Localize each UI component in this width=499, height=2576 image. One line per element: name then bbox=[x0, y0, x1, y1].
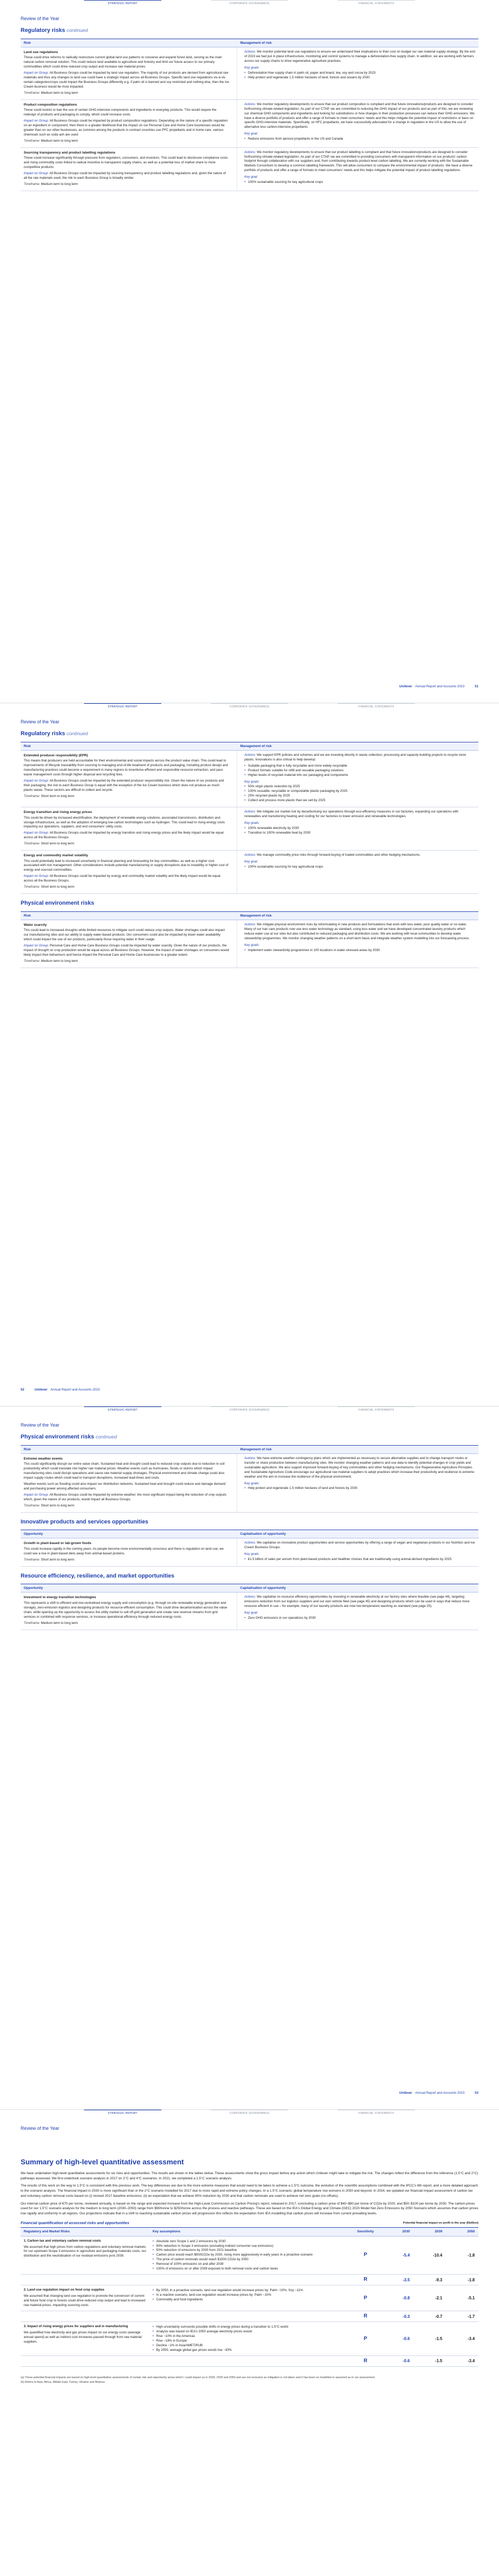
list-item: • By 2050, in a proactive scenario, land use regulation would increase prices by: Palm ~10%, Soy ~11% bbox=[153, 2289, 347, 2293]
key-goals-label: Key goal: bbox=[244, 860, 258, 864]
risk-cell bbox=[21, 2275, 149, 2285]
table-row bbox=[21, 1592, 478, 1630]
table-row bbox=[21, 2356, 478, 2367]
actions-text: Actions: We mitigate physical environment risks by reformulating in new products and formulations that work with less water, poor quality water or no water. Many of our hair care products now use less water technology as standard, using less water and we have developed concentrated laundry products which reduce water use at our sites but also contributed to reduced packaging and distribution costs. We are working with local communities to develop water stewardship programmes. We monitor changing weather patterns on a short-term basis and integrate weather system modelling into our forecasting process. bbox=[244, 923, 470, 940]
nav-tab-corporate-governance[interactable]: CORPORATE GOVERNANCE bbox=[211, 1406, 288, 1412]
impact-on-group: Impact on Group: All Business Groups could be impacted by sourcing transparency and product labelling regulations and, given the nature of all the raw materials used, the risk to each Business Group is broadly similar. bbox=[24, 171, 226, 180]
intro-text bbox=[21, 2171, 478, 2216]
page-content bbox=[21, 2137, 478, 2385]
timeframe: Timeframe: Medium term to long term bbox=[24, 182, 78, 186]
column-header: Management of risk bbox=[240, 41, 272, 45]
risk-description: This could lead to increased droughts while limited resources to mitigate such could reduce crop outputs. Water shortages could also impact our manufacturing sites and our ability to supply water-based products. Our consumers could also be impacted by lower water availability which could impact the use of our products, particularly those requiring water in their usage. bbox=[24, 928, 225, 942]
footnote: (b) Refers to Asia, Africa, Middle East, Turkey, Ukraine and Belarus. bbox=[21, 2380, 106, 2384]
footer-doc-title: Annual Report and Accounts 2023 bbox=[415, 685, 464, 689]
list-item: • Implement water stewardship programmes in 100 locations in water-stressed areas by 2030 bbox=[244, 948, 475, 953]
page-number: 52 bbox=[21, 1388, 25, 1392]
value-2030: -0.6 bbox=[403, 2359, 410, 2364]
financial-table-title: Financial quantification of assessed risks and opportunities Potential financial impact on profit in the year (€billion) bbox=[21, 2220, 478, 2225]
risk-cell: 3. Impact of rising energy prices for suppliers and in manufacturing We quantified how electricity and gas prices impact on our energy costs (average annual spend) as well as indirect cost increases passed through from raw material suppliers. bbox=[24, 2325, 142, 2344]
nav-tab-corporate-governance[interactable]: CORPORATE GOVERNANCE bbox=[211, 703, 288, 709]
goals-list bbox=[244, 71, 475, 80]
risk-cell bbox=[21, 807, 237, 850]
footnote: (a) These potential financial impacts are based on high-level quantitative assessments of certain risk and opportunity areas which I could impact us in 2030, 2039 and 2050 and are not exclusive as mitigation is not taken and it has been no modelled or assumed as in our assessment. bbox=[21, 2376, 376, 2380]
top-navigation bbox=[0, 1406, 499, 1413]
report-page bbox=[0, 703, 499, 1406]
risk-description: These could drive reforms to radically restructure current global land use patterns to conserve and expand forest land, serving as the main natural carbon removal solution. This could reduce land available to agriculture and forestry and limit our future access to our primary commodities which could drive reduced crop output and increase raw material prices. bbox=[24, 56, 222, 69]
goals-list bbox=[244, 785, 475, 803]
column-header: Risk bbox=[24, 1447, 31, 1451]
row-heading: Water scarcity bbox=[24, 923, 47, 927]
column-header: Capitalisation of opportunity bbox=[240, 1532, 286, 1536]
list-item: • 25% recycled plastic by 2025 bbox=[244, 794, 475, 799]
actions-text: Actions: We have extreme weather contingency plans which are implemented as necessary to secure alternative supplies and to change transport routes or transfer or share production between manufacturing sites. We monitor changing weather patterns and use data to identify potential changes in crop yields and sustainable agriculture. We also support improved forward-buying of key commodities and other hedging mechanisms. Our Regenerative Agriculture Principles and Sustainable Agriculture Code encourage our agricultural raw material suppliers to adopt practices which increase their productivity and resilience to extreme weather and the aim to increase the resilience of the physical environment. bbox=[244, 1456, 474, 1479]
page-title: Summary of high-level quantitative assessment bbox=[21, 2158, 184, 2166]
goals-list bbox=[244, 948, 475, 953]
action-list bbox=[244, 764, 475, 778]
table-row bbox=[21, 807, 478, 851]
table-header bbox=[21, 1445, 478, 1454]
list-item: • Suitable packaging that is fully recyclable and more widely recyclable bbox=[244, 764, 475, 769]
table-header bbox=[21, 2227, 478, 2236]
nav-tab-strategic-report[interactable]: STRATEGIC REPORT bbox=[84, 1406, 161, 1412]
page-footer bbox=[21, 2091, 478, 2096]
top-navigation bbox=[0, 2110, 499, 2116]
section-title: Physical environment risks continued bbox=[21, 1434, 117, 1440]
list-item: • Removal of 100% emissions on and after 2039 bbox=[153, 2262, 347, 2267]
risk-description: These could increase significantly through pressure from regulators, consumers, and investors. This could lead to disclosure compliance costs and rising commodity costs linked to radical incentive to transparent supply chains, as well as a potential loss of market share to more competitive products. bbox=[24, 156, 228, 169]
impact-on-group: Impact on Group: Personal Care and Home Care Business Groups could be impacted by water scarcity. Given the nature of our products, the impact of drought on crop production would be equal across all Business Groups. However, the impact of water shortages on consumers would likely impact their behaviours and hence impact the Personal Care and Home Care businesses to a greater extent. bbox=[24, 944, 229, 957]
actions-text: Actions: We support EPR policies and schemes and we are investing directly in waste collection, processing and capacity building projects to recycle more plastic. Innovations is also critical to help develop: bbox=[244, 753, 467, 761]
sensitivity-cell: P bbox=[363, 2335, 368, 2342]
assumptions-cell bbox=[149, 2322, 351, 2355]
paragraph: The results of this work on the way to 1.5°C is consistent with this previous work. The key differences are due to the more extreme measures that would need to be taken to achieve a 1.5°C outcome, the evolution of the scientific assumptions combined with the IPCC's 6th report, and a more detailed approach to the scenario analysis. The financial impact in 2030 is more significant than in the 2°C scenario modelled for 2017 due to more rapid and extreme policy changes. In a 1.5°C scenario, global temperature rise worsens in 2050 and beyond. In 2024, we updated our financial impact assessment of carbon tax and voluntary carbon removal costs based on (i) revised 2017 baseline emissions; (ii) an expectation that we achieve 90% reduction by 2030 and that carbon removals are used to achieve net zero goals (no offsets). bbox=[21, 2184, 478, 2198]
report-page bbox=[0, 1406, 499, 2110]
actions-text: Actions: We capitalise on resource efficiency opportunities by investing in renewable electricity at our factory sites where feasible (see page 44), targeting emissions reduction from our logistics suppliers and our own vehicle fleet (see page 45) and designing products which can be used in ways that reduce more resource efficient in use – for example, many of our laundry products are now low-temperature washing as standard (see page 25). bbox=[244, 1595, 470, 1608]
key-goals-label: Key goals: bbox=[244, 1552, 260, 1556]
risk-cell bbox=[21, 100, 237, 147]
sensitivity-cell: R bbox=[363, 2313, 368, 2319]
risk-cell bbox=[21, 851, 237, 893]
risk-cell bbox=[21, 2311, 149, 2321]
goals-list bbox=[244, 826, 475, 836]
list-item: • 50% virgin plastic reduction by 2025 bbox=[244, 785, 475, 789]
column-header: Regulatory and Market Risks bbox=[24, 2230, 70, 2234]
value-2030: -3.5 bbox=[403, 2277, 410, 2282]
risk-description: This could increase rapidly in the coming years. As people become more environmentally conscious and there is regulation on land use, we could see a rise in plant-based diets away from animal-based proteins. bbox=[24, 1547, 224, 1555]
risk-cell bbox=[21, 920, 237, 968]
table-row bbox=[21, 2236, 478, 2275]
list-item: • Product formats suitable for refill and reusable packaging solutions bbox=[244, 769, 475, 773]
row-heading: Land use regulations bbox=[24, 50, 58, 54]
list-item: • Zero GHG emissions in our operations by 2030 bbox=[244, 1616, 475, 1621]
value-2050: -5.1 bbox=[468, 2296, 475, 2301]
risk-description: This could potentially lead to increased uncertainty in financial planning and forecasting for key commodities, as well as a higher cost associated with risk management. Other considerations include potential manufacturing or supply disruptions due to instability or higher cost of energy and sourced commodities. bbox=[24, 859, 228, 872]
timeframe: Timeframe: Medium term to long term bbox=[24, 959, 78, 963]
column-header: Risk bbox=[24, 744, 31, 748]
section-title: Regulatory risks continued bbox=[21, 731, 88, 737]
paragraph: Our internal carbon price of €70 per tonne, reviewed annually, is based on the range and expected increase from the High-Level Commission on Carbon Pricing's report, released in 2017, concluding a carbon price of $40–$80 per tonne of CO2e by 2020, and $50–$100 per tonne by 2030. The carbon prices used for our 1.5°C scenario analysis for the medium to long term (2030–2050) range from $90/tonne to $250/tonne across the process and reactive pathways. These are based on the IEA's Global Energy and Climate (GEC) 2023 Model Net Zero Emissions by 2050 Scenario which assumes that carbon prices rise rapidly and uniformly in all regions. Our projections indicate that in a shift to reaching sustainable carbon prices will progression this reflects the expectation from IEA modelling that carbon prices will increase from current prevailing levels. bbox=[21, 2201, 478, 2216]
key-goals-label: Key goals: bbox=[244, 1481, 260, 1485]
timeframe: Timeframe: Short term to long term bbox=[24, 1557, 74, 1562]
list-item: • €1.5 billion of sales per annum from plant-based products and healthier choices that are traditionally using animal-derived ingredients by 2025 bbox=[244, 1557, 475, 1562]
impact-on-group: Impact on Group: All Business Groups could be impacted by the extended producer responsibility risk. Given the nature of our products and their packaging, the risk to each Business Group is equal with the exception of the Ice Cream business which does not produce as much plastic waste. These sectors are difficult to collect and recycle. bbox=[24, 778, 224, 792]
key-goals-label: Key goals: bbox=[244, 943, 260, 947]
table-row bbox=[21, 2322, 478, 2356]
section-label: Review of the Year bbox=[21, 16, 60, 21]
value-2039: -9.3 bbox=[435, 2277, 442, 2282]
value-2030: -0.3 bbox=[403, 2314, 410, 2319]
list-item: • Rise ~10% in the Americas bbox=[153, 2334, 347, 2339]
table-row bbox=[21, 920, 478, 968]
value-2050: -3.4 bbox=[468, 2359, 475, 2364]
risk-description: This could significantly disrupt our entire value chain. Sustained heat and drought could lead to reduced crop outputs due to reduction in soil productivity which could translate into higher raw material prices. Weather events such as hurricanes, floods or storms which impact manufacturing sites could disrupt operations and cause raw material supply shortages. Physical environment and climate change could also impact supply routes which could lead to transport disruptions, increased lead-times and costs. bbox=[24, 1462, 225, 1480]
column-header: Management of risk bbox=[240, 1447, 272, 1451]
goals-list bbox=[244, 1616, 475, 1621]
risk-cell bbox=[21, 1454, 237, 1512]
risk-cell bbox=[21, 1592, 237, 1629]
table-row bbox=[21, 2275, 478, 2285]
risk-cell: 2. Land use regulation impact on food crop supplies We assumed that changing land use regulation to promote the conversion of current arid future food crop to forests could drive reduced crop output and lead to increased raw material prices, impacting sourcing costs. bbox=[24, 2288, 145, 2308]
risk-description: This means that producers are held accountable for their environmental and social impacts across the product value chain. This could lead to improvements of lifecycle traceability from sourcing to managing end-of-life treatment of products and packaging, including product design and manufacturing practices could become a requirement in many regions to incentivise efficient and responsible resource extraction, and pass waste management costs through higher disposal and recycling fees. bbox=[24, 759, 228, 776]
row-heading: Extreme weather events bbox=[24, 1456, 63, 1461]
section-title: Innovative products and services opportunities bbox=[21, 1518, 148, 1525]
nav-tab-corporate-governance[interactable]: CORPORATE GOVERNANCE bbox=[211, 2110, 288, 2115]
list-item: • Higher levels of recycled material into our packaging and components bbox=[244, 773, 475, 778]
risk-description: This represents a shift to efficient and low-centralised energy supply and consumption (e.g. through on-site renewable energy generation and storage), zero-emission logistics and designing products for resource-efficient consumption. This could drive decarbonisation across the value chain, while opening up the opportunity to access the utility market to sell off-grid generation and create new revenue streams from grid services or combined with response services, or increase operational efficiency through reduced energy costs. bbox=[24, 1601, 227, 1619]
report-page bbox=[0, 0, 499, 703]
impact-on-group: Impact on Group: All Business Groups could be impacted by product composition regulations. Depending on the nature of a specific regulation on an ingredient or component, then there is a greater likelihood that the impact on our Personal Care and Home Care businesses would be greater than on our other businesses, as common among the products in contract countries use PFC propellants and in home care, various chemicals such as soda ash are used. bbox=[24, 118, 228, 137]
management-cell bbox=[237, 1538, 478, 1566]
value-2050: -1.7 bbox=[468, 2314, 475, 2319]
list-item: • Absolute zero Scope 1 and 2 emissions by 2030 bbox=[153, 2240, 347, 2244]
actions-text: Actions: We mitigate our market risk by decarbonising our operations through eco-efficiency measures in our factories, expanding our operations with renewables and transitioning heating and cooling for our factories to lower emission and renewable technologies. bbox=[244, 810, 459, 819]
row-heading: Energy transition and rising energy prices bbox=[24, 810, 92, 815]
table-row bbox=[21, 100, 478, 148]
list-item: • 100% sustainable sourcing for key agricultural crops bbox=[244, 180, 475, 185]
timeframe: Timeframe: Short term to long term bbox=[24, 885, 74, 889]
goals-list bbox=[244, 180, 475, 185]
goals-list bbox=[244, 137, 475, 142]
nav-tab-financial-statements[interactable]: FINANCIAL STATEMENTS bbox=[338, 703, 415, 709]
value-2039: -2.1 bbox=[435, 2296, 442, 2301]
list-item: • Carbon price would reach $90/tCO2e by 2030, rising more aggressively in early years in a proactive scenario bbox=[153, 2253, 347, 2258]
assumptions-cell bbox=[149, 2275, 351, 2285]
list-item: • Collect and process more plastic than we sell by 2025 bbox=[244, 799, 475, 803]
assumptions-cell bbox=[149, 2356, 351, 2366]
goals-list bbox=[244, 1557, 475, 1562]
list-item: • 50% reduction of emissions by 2030 from 2021 baseline bbox=[153, 2248, 347, 2253]
risk-cell bbox=[21, 47, 237, 99]
timeframe: Timeframe: Medium term to long term bbox=[24, 1621, 78, 1625]
table-row bbox=[21, 851, 478, 894]
column-header: Key assumptions bbox=[153, 2230, 180, 2234]
column-header: Capitalisation of opportunity bbox=[240, 1586, 286, 1590]
footnotes bbox=[21, 2376, 478, 2385]
row-heading: Product composition regulations bbox=[24, 103, 77, 107]
report-page bbox=[0, 2110, 499, 2576]
list-item: • High uncertainty surrounds possible shifts in energy prices during a transition to 1.5°C world bbox=[153, 2325, 347, 2330]
section-label: Review of the Year bbox=[21, 719, 60, 724]
key-goals-label: Key goal: bbox=[244, 132, 258, 136]
row-heading: Investment in energy transition technologies bbox=[24, 1596, 96, 1600]
table-row bbox=[21, 1538, 478, 1566]
risk-description: These could restrict or ban the use of certain GHG-intensive components and ingredients in everyday products. This would require the redesign of products and packaging to comply, which could increase costs. bbox=[24, 108, 217, 116]
nav-tab-strategic-report[interactable]: STRATEGIC REPORT bbox=[84, 2110, 161, 2115]
table-header bbox=[21, 1530, 478, 1538]
section-label: Review of the Year bbox=[21, 2126, 60, 2131]
value-2039: -0.7 bbox=[435, 2314, 442, 2319]
list-item: • The price of carbon removals would reach $150/t CO2e by 2050 bbox=[153, 2258, 347, 2262]
page-footer bbox=[21, 685, 478, 689]
sensitivity-cell: R bbox=[363, 2358, 368, 2364]
table-row bbox=[21, 1454, 478, 1513]
footer-brand: Unilever bbox=[35, 1388, 47, 1392]
actions-text: Actions: We capitalise on innovative product opportunities and service opportunities by offering a range of vegan and vegetarian products in our Nutrition and Ice Cream Business Groups. bbox=[244, 1541, 475, 1550]
section-label: Review of the Year bbox=[21, 1422, 60, 1428]
timeframe: Timeframe: Short term to long term bbox=[24, 794, 74, 798]
timeframe: Timeframe: Medium term to long term bbox=[24, 139, 78, 143]
key-goals-label: Key goals: bbox=[244, 65, 260, 70]
timeframe: Timeframe: Short term to long term bbox=[24, 842, 74, 846]
table-row bbox=[21, 2285, 478, 2311]
management-cell bbox=[237, 920, 478, 968]
value-2050: -1.8 bbox=[468, 2252, 475, 2258]
key-goals-label: Key goals: bbox=[244, 821, 260, 825]
value-2039: -1.5 bbox=[435, 2359, 442, 2364]
section-title: Resource efficiency, resilience, and market opportunities bbox=[21, 1572, 175, 1579]
table-header bbox=[21, 1584, 478, 1592]
nav-tab-strategic-report[interactable]: STRATEGIC REPORT bbox=[84, 703, 161, 709]
list-item: • 100% sustainable sourcing for key agricultural crops bbox=[244, 865, 475, 870]
list-item: • Reduce emissions from aerosol propellants in the US and Canada bbox=[244, 137, 475, 142]
paragraph: We have undertaken high-level quantitative assessments for six risks and opportunities. The results are shown in the tables below. These assessments show the gross impact before any action which Unilever might take to mitigate the risk. The changes reflect the difference from the reference (1.5°C and 2°C) pathways assessed. We first undertook scenario analysis in 2017 on 2°C and 4°C scenarios. In 2021, we completed a 1.5°C scenario analysis. bbox=[21, 2171, 478, 2180]
table-row bbox=[21, 751, 478, 807]
value-2039: -1.5 bbox=[435, 2336, 442, 2341]
footer-brand: Unilever bbox=[399, 685, 412, 689]
table-row bbox=[21, 148, 478, 191]
nav-tab-financial-statements[interactable]: FINANCIAL STATEMENTS bbox=[338, 0, 415, 6]
list-item: • 100% of emissions on or after 2039 exposed to both removal costs and carbon taxes bbox=[153, 2267, 347, 2272]
sensitivity-cell: P bbox=[363, 2252, 368, 2258]
timeframe: Timeframe: Short term to long term bbox=[24, 1503, 74, 1507]
risk-cell bbox=[21, 751, 237, 807]
list-item: • Help protect and regenerate 1.5 million hectares of land and forests by 2030 bbox=[244, 1486, 475, 1491]
list-item: • 100% renewable electricity by 2030 bbox=[244, 826, 475, 831]
management-cell bbox=[237, 807, 478, 850]
column-header: Opportunity bbox=[24, 1586, 43, 1590]
management-cell bbox=[237, 751, 478, 807]
risk-description: Weather events such as flooding could also impact our distribution networks. Sustained heat and drought could reduce and damage demand and purchasing power among affected consumers. bbox=[24, 1482, 226, 1490]
management-cell bbox=[237, 148, 478, 191]
sensitivity-cell: R bbox=[363, 2277, 368, 2283]
column-header: 2030 bbox=[402, 2230, 410, 2234]
management-cell bbox=[237, 1454, 478, 1512]
footer-doc-title: Annual Report and Accounts 2023 bbox=[415, 2091, 464, 2095]
row-heading: Growth in plant-based or lab-grown foods bbox=[24, 1541, 92, 1546]
impact-on-group: Impact on Group: All Business Groups could be impacted by land use regulation. The majority of our products are derived from agricultural raw materials and thus any changes to land use could have a strategic impact across all Business Groups. Specific land use regulations vis-à-vis certain categories/crops could impact the Business Groups differently e.g. if palm oil is banned and soy restricted and nothing else, then the Ice Cream business would be most impacted. bbox=[24, 71, 229, 89]
management-cell bbox=[237, 1592, 478, 1629]
page-content bbox=[21, 730, 478, 968]
goals-list bbox=[244, 865, 475, 870]
risk-description: This could be driven by increased electrification, the deployment of renewable energy solutions, associated transmission, distribution and storage infrastructure, as well as the adoption of emerging low-carbon technologies such as hydrogen. This could lead to rising energy costs impacting our operations, suppliers, and end consumers' utility costs. bbox=[24, 816, 225, 829]
sensitivity-cell: P bbox=[363, 2295, 368, 2301]
actions-text: Actions: We monitor regulatory developments to ensure that our product composition is compliant and that future innovations/products are designed to consider forthcoming climate-related legislation. As part of our CTAP, we are committed to reducing the GHG impact of our products and as part of this, we are reviewing our chemical GHG components and ingredients and looking for substitutions or how changes in their production processes can reduce their GHG emissions. We have a diverse portfolio of products and offer a range of formats to meet consumers' needs and this helps mitigate the potential impact of restrictions or bans on specific GHG-intensive materials. Specifically, on HFC propellants, we have successfully advocated for a change in regulation in the US to allow the use of alternative less carbon-intensive propellants. bbox=[244, 102, 475, 129]
risk-cell: 1. Carbon tax and voluntary carbon removal costs We assumed that high prices from carbon regulations and voluntary removal markets for our upstream Scope 3 emissions in agriculture and packaging materials costs, our distribution and the neutralisation of our residual emissions post 2039. bbox=[24, 2239, 146, 2258]
goals-list bbox=[244, 1486, 475, 1491]
column-header: Risk bbox=[24, 41, 31, 45]
management-cell bbox=[237, 100, 478, 147]
list-item: • Decline ~1% in Asia/AMET/RUB bbox=[153, 2344, 347, 2348]
page-content bbox=[21, 27, 478, 191]
footer-brand: Unilever bbox=[399, 2091, 412, 2095]
actions-text: Actions: We monitor potential land use regulations to ensure we understand their implications to their cost on budget our raw material supply strategy. By the end of 2023 we had put in place infrastructure, monitoring and control systems to manage a deforestation-free supply chain. In addition, we are working with farmers across our supply chains to drive regenerative agriculture practices. bbox=[244, 49, 475, 63]
impact-on-group: Impact on Group: All Business Groups could be impacted by energy transition and rising energy prices and the likely impact would be equal across all the Business Groups. bbox=[24, 831, 224, 840]
assumptions-cell bbox=[149, 2236, 351, 2275]
table-header bbox=[21, 742, 478, 751]
list-item: • By 2050, average global gas prices would rise ~30% bbox=[153, 2348, 347, 2353]
value-2050: -1.8 bbox=[468, 2277, 475, 2282]
table-row bbox=[21, 2311, 478, 2322]
risk-cell bbox=[21, 2356, 149, 2366]
top-navigation bbox=[0, 703, 499, 709]
risk-cell bbox=[21, 1538, 237, 1566]
assumptions-cell bbox=[149, 2285, 351, 2311]
impact-on-group: Impact on Group: All Business Groups could be impacted by energy and commodity market volatility and the likely impact would be equal across all the Business Groups. bbox=[24, 874, 221, 883]
key-goals-label: Key goal: bbox=[244, 1611, 258, 1615]
top-navigation bbox=[0, 0, 499, 6]
section-title: Regulatory risks continued bbox=[21, 27, 88, 33]
column-header: 2039 bbox=[435, 2230, 442, 2234]
column-header: Sensitivity bbox=[357, 2230, 374, 2234]
list-item: • Help protect and regenerate 1.5 million hectares of land, forests and oceans by 2030 bbox=[244, 76, 475, 80]
list-item: • 100% reusable, recyclable or compostable plastic packaging by 2025 bbox=[244, 789, 475, 794]
row-heading: Extended producer responsibility (EPR) bbox=[24, 753, 88, 757]
list-item: • Analysis was based on IEA's 2050 average electricity prices would: bbox=[153, 2330, 347, 2334]
impact-on-group: Impact on Group: All Business Groups could be impacted by extreme weather; the most significant impact being the reduction of crop outputs which, given the nature of our products, would impact all Business Groups. bbox=[24, 1493, 227, 1501]
management-cell bbox=[237, 851, 478, 893]
timeframe: Timeframe: Medium term to long term bbox=[24, 91, 78, 95]
section-title: Physical environment risks bbox=[21, 900, 94, 907]
column-header: Management of risk bbox=[240, 913, 272, 918]
list-item: • 90% reduction in Scope 3 emissions (excluding indirect consumer use emissions) bbox=[153, 2244, 347, 2249]
value-2039: -10.4 bbox=[433, 2252, 442, 2258]
column-header: Management of risk bbox=[240, 744, 272, 748]
column-header: Opportunity bbox=[24, 1532, 43, 1536]
table-header bbox=[21, 911, 478, 920]
page-number: 51 bbox=[474, 685, 478, 689]
risk-cell bbox=[21, 148, 237, 191]
page-content bbox=[21, 1433, 478, 1630]
key-goals-label: Key goal: bbox=[244, 175, 258, 179]
impact-unit: Potential financial impact on profit in the year (€billion) bbox=[403, 2222, 478, 2225]
value-2050: -3.4 bbox=[468, 2336, 475, 2341]
page-number: 53 bbox=[474, 2091, 478, 2095]
assumptions-cell bbox=[149, 2311, 351, 2321]
footer-doc-title: Annual Report and Accounts 2023 bbox=[50, 1388, 100, 1392]
actions-text: Actions: We manage commodity price risks through forward-buying of traded commodities and other hedging mechanisms. bbox=[244, 853, 421, 857]
nav-tab-corporate-governance[interactable]: CORPORATE GOVERNANCE bbox=[211, 0, 288, 6]
table-row bbox=[21, 47, 478, 100]
list-item: • Deforestation-free supply chain in palm oil, paper and board, tea, soy and cocoa by 2023 bbox=[244, 71, 475, 76]
list-item: • Transition to 100% renewable heat by 2030 bbox=[244, 831, 475, 836]
value-2030: -0.8 bbox=[403, 2296, 410, 2301]
page-footer bbox=[21, 1388, 478, 1393]
table-header bbox=[21, 39, 478, 47]
value-2030: -5.4 bbox=[403, 2252, 410, 2258]
value-2030: -0.6 bbox=[403, 2336, 410, 2341]
key-goals-label: Key goals: bbox=[244, 779, 260, 784]
row-heading: Sourcing transparency and product labelling regulations bbox=[24, 150, 115, 155]
list-item: • Rise ~19% in Europe bbox=[153, 2339, 347, 2344]
nav-tab-strategic-report[interactable]: STRATEGIC REPORT bbox=[84, 0, 161, 6]
nav-tab-financial-statements[interactable]: FINANCIAL STATEMENTS bbox=[338, 2110, 415, 2115]
list-item: • Commodity and food ingredients bbox=[153, 2298, 347, 2302]
row-heading: Energy and commodity market volatility bbox=[24, 854, 88, 858]
nav-tab-financial-statements[interactable]: FINANCIAL STATEMENTS bbox=[338, 1406, 415, 1412]
actions-text: Actions: We monitor regulatory developments to ensure that our product labelling is compliant and that future innovations/products are designed to consider forthcoming climate-related legislation. As part of our CTAP, we are committed to providing consumers with transparent information on our products' carbon footprint through collaboration with our suppliers and, from contributing towards product-level carbon labelling. We are currently working with the Sustainable Markets Consortium to develop a common labelling framework. This will allow consumers to compare the environmental impact of products. We have a diverse portfolio of products and offer a range of formats to meet consumers' needs and this helps mitigate the potential impact of product labelling regulations. bbox=[244, 150, 473, 173]
list-item: • In a reactive scenario, land use regulation would increase prices by: Palm ~10% bbox=[153, 2293, 347, 2298]
column-header: Risk bbox=[24, 913, 31, 918]
management-cell bbox=[237, 47, 478, 99]
column-header: 2050 bbox=[467, 2230, 475, 2234]
